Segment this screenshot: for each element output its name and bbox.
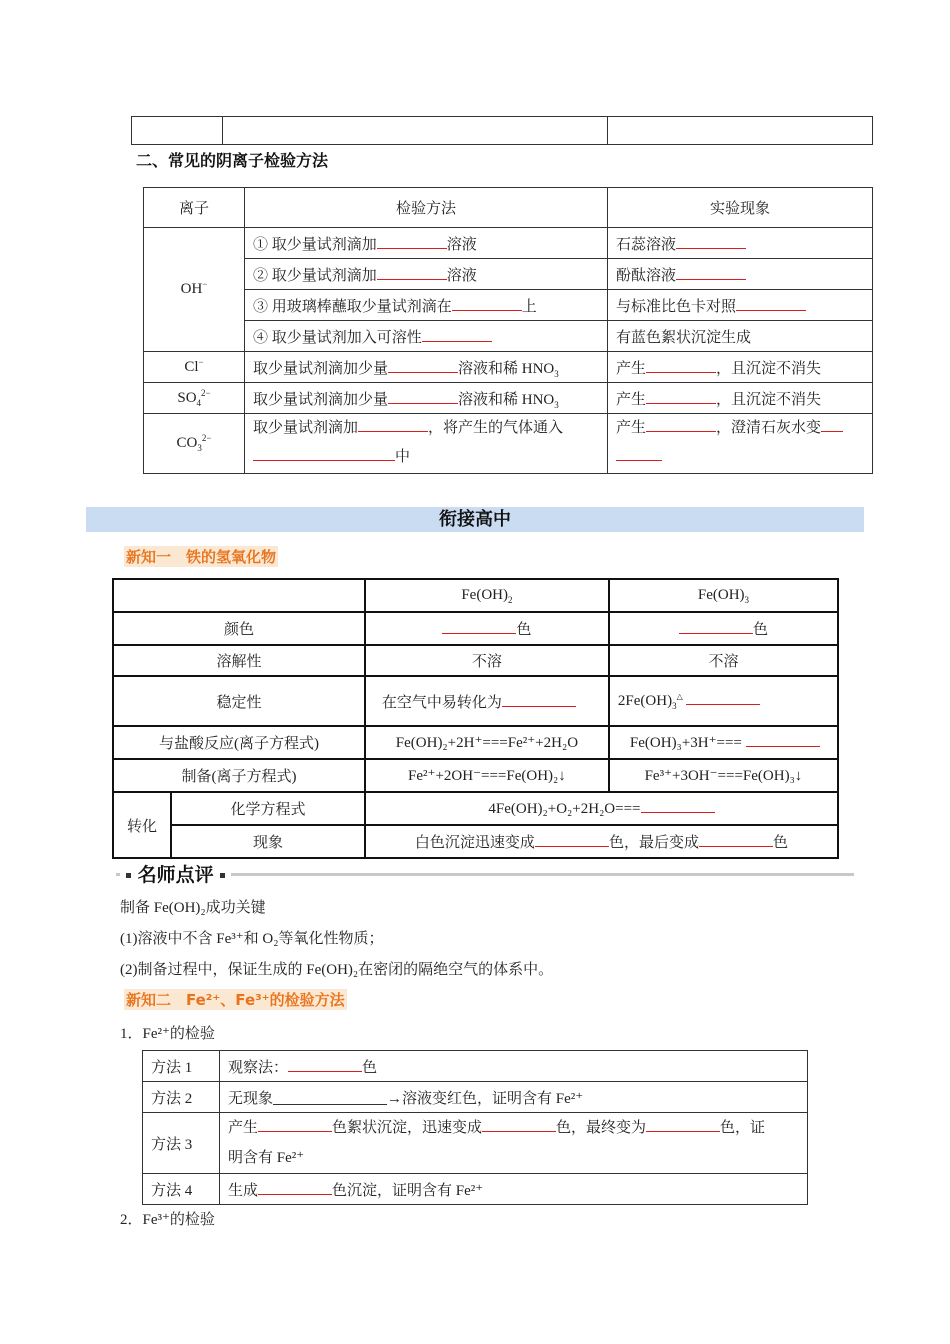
cl-phenomenon: 产生 ，且沉淀不消失 (608, 352, 873, 383)
bullet-icon (220, 873, 225, 878)
co3-phenomenon: 产生 ，澄清石灰水变 (608, 414, 873, 474)
teacher-comment-title: 名师点评 (120, 860, 231, 887)
prep-feoh2: Fe²⁺+2OH⁻===Fe(OH)₂↓ (365, 759, 609, 792)
new-knowledge-1-title: 新知一 铁的氢氧化物 (126, 548, 277, 566)
teacher-line-3: (2)制备过程中，保证生成的 Fe(OH)₂在密闭的隔绝空气的体系中。 (120, 962, 554, 978)
hcl-label: 与盐酸反应(离子方程式) (113, 726, 365, 759)
oh-method-1: ① 取少量试剂滴加 溶液 (245, 228, 608, 259)
oh-phenomenon-1: 石蕊溶液 (608, 228, 873, 259)
ion-cl: Cl− (144, 352, 245, 383)
color-label: 颜色 (113, 612, 365, 645)
so4-phenomenon: 产生 ，且沉淀不消失 (608, 383, 873, 414)
header-phenomenon: 实验现象 (608, 188, 873, 228)
stability-feoh3: $2Fe(OH)_3^\triangle$ (609, 676, 838, 726)
banner-title: 衔接高中 (86, 507, 864, 532)
teacher-comment-header (116, 860, 854, 886)
arrow-line (273, 1094, 387, 1105)
solubility-feoh3: 不溶 (609, 645, 838, 676)
solubility-feoh2: 不溶 (365, 645, 609, 676)
conversion-phenomenon: 白色沉淀迅速变成 色，最后变成 色 (365, 825, 838, 858)
oh-phenomenon-4: 有蓝色絮状沉淀生成 (608, 321, 873, 352)
teacher-line-1: 制备 Fe(OH)₂成功关键 (120, 900, 266, 916)
oh-phenomenon-3: 与标准比色卡对照 (608, 290, 873, 321)
stability-label: 稳定性 (113, 676, 365, 726)
fe2-test-title: 1．Fe²⁺的检验 (120, 1026, 215, 1042)
stability-feoh2: 在空气中易转化为 (365, 676, 609, 726)
hcl-feoh3: Fe(OH)₃+3H⁺=== (609, 726, 838, 759)
conversion-phenomenon-label: 现象 (171, 825, 365, 858)
method-1: 观察法： 色 (220, 1051, 808, 1082)
conversion-label: 转化 (113, 792, 171, 858)
header-feoh2: $Fe(OH)_2$ (365, 579, 609, 612)
cl-method: 取少量试剂滴加少量 溶液和稀 $HNO_3$ (245, 352, 608, 383)
ion-so4: $SO_4^{2-}$ (144, 383, 245, 414)
anion-test-table (143, 187, 873, 474)
prev-table-row (131, 116, 873, 145)
section2-title: 二、常见的阴离子检验方法 (136, 151, 329, 170)
new-knowledge-2-title: 新知二 Fe²⁺、Fe³⁺的检验方法 (126, 991, 345, 1009)
method-3-label: 方法 3 (143, 1113, 220, 1174)
conversion-eq-label: 化学方程式 (171, 792, 365, 825)
method-1-label: 方法 1 (143, 1051, 220, 1082)
fe3-test-title: 2．Fe³⁺的检验 (120, 1212, 215, 1228)
ion-oh: OH− (144, 228, 245, 352)
method-4-label: 方法 4 (143, 1174, 220, 1205)
co3-method: 取少量试剂滴加 ，将产生的气体通入 中 (245, 414, 608, 474)
color-feoh2: 色 (365, 612, 609, 645)
oh-method-2: ② 取少量试剂滴加 溶液 (245, 259, 608, 290)
teacher-line-2: (1)溶液中不含 Fe³⁺和 O₂等氧化性物质； (120, 931, 384, 947)
bullet-icon (126, 873, 131, 878)
header-feoh3: $Fe(OH)_3$ (609, 579, 838, 612)
prep-label: 制备(离子方程式) (113, 759, 365, 792)
prep-feoh3: Fe³⁺+3OH⁻===Fe(OH)₃↓ (609, 759, 838, 792)
method-2: 无现象 →溶液变红色，证明含有 Fe²⁺ (220, 1082, 808, 1113)
hcl-feoh2: Fe(OH)₂+2H⁺===Fe²⁺+2H₂O (365, 726, 609, 759)
method-4: 生成 色沉淀，证明含有 Fe²⁺ (220, 1174, 808, 1205)
fe2-test-table (142, 1050, 808, 1205)
solubility-label: 溶解性 (113, 645, 365, 676)
oh-phenomenon-2: 酚酞溶液 (608, 259, 873, 290)
method-2-label: 方法 2 (143, 1082, 220, 1113)
iron-hydroxide-table (112, 578, 839, 859)
ion-co3: $CO_3^{2-}$ (144, 414, 245, 474)
oh-method-3: ③ 用玻璃棒蘸取少量试剂滴在 上 (245, 290, 608, 321)
conversion-eq: 4Fe(OH)₂+O₂+2H₂O=== (365, 792, 838, 825)
color-feoh3: 色 (609, 612, 838, 645)
header-ion: 离子 (144, 188, 245, 228)
so4-method: 取少量试剂滴加少量 溶液和稀 $HNO_3$ (245, 383, 608, 414)
header-method: 检验方法 (245, 188, 608, 228)
method-3: 产生 色絮状沉淀，迅速变成 色，最终变为 色，证 明含有 Fe²⁺ (220, 1113, 808, 1174)
oh-method-4: ④ 取少量试剂加入可溶性 (245, 321, 608, 352)
